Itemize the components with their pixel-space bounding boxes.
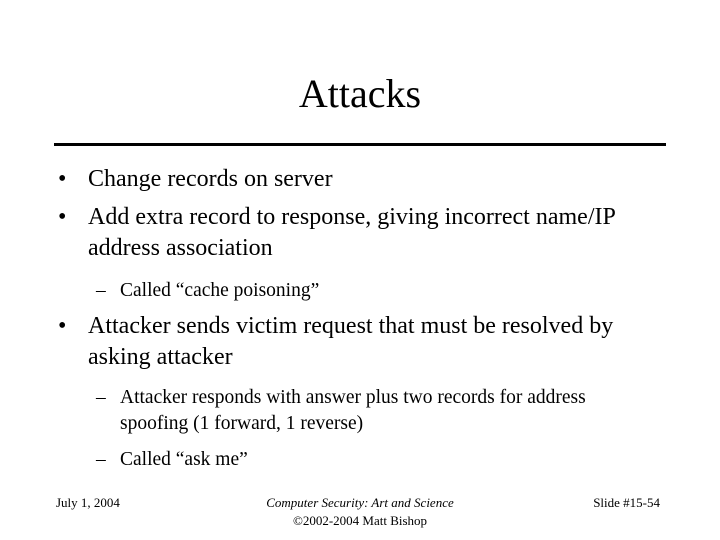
bullet-marker: • [58, 166, 67, 192]
dash-marker: – [96, 280, 106, 301]
footer-course: Computer Security: Art and Science [266, 495, 454, 510]
footer-center [210, 494, 510, 530]
footer-date: July 1, 2004 [56, 495, 120, 510]
bullet-marker: • [58, 313, 67, 339]
title-divider [54, 143, 666, 146]
dash-marker: – [96, 387, 106, 408]
bullet-marker: • [58, 204, 67, 230]
sub-bullet-text: Called “ask me” [120, 449, 248, 470]
bullet-text: Attacker sends victim request that must be resolved by asking attacker [88, 313, 614, 370]
slide-title: Attacks [298, 71, 422, 116]
footer-copyright: ©2002-2004 Matt Bishop [292, 513, 428, 528]
sub-bullet-text: Attacker responds with answer plus two records for address spoofing (1 forward, 1 reverse) [120, 387, 586, 434]
footer-slide-number: Slide #15-54 [593, 495, 660, 510]
bullet-text: Change records on server [88, 166, 333, 192]
dash-marker: – [96, 449, 106, 470]
sub-bullet-text: Called “cache poisoning” [120, 280, 320, 301]
bullet-text: Add extra record to response, giving incorrect name/IP address association [88, 204, 615, 261]
